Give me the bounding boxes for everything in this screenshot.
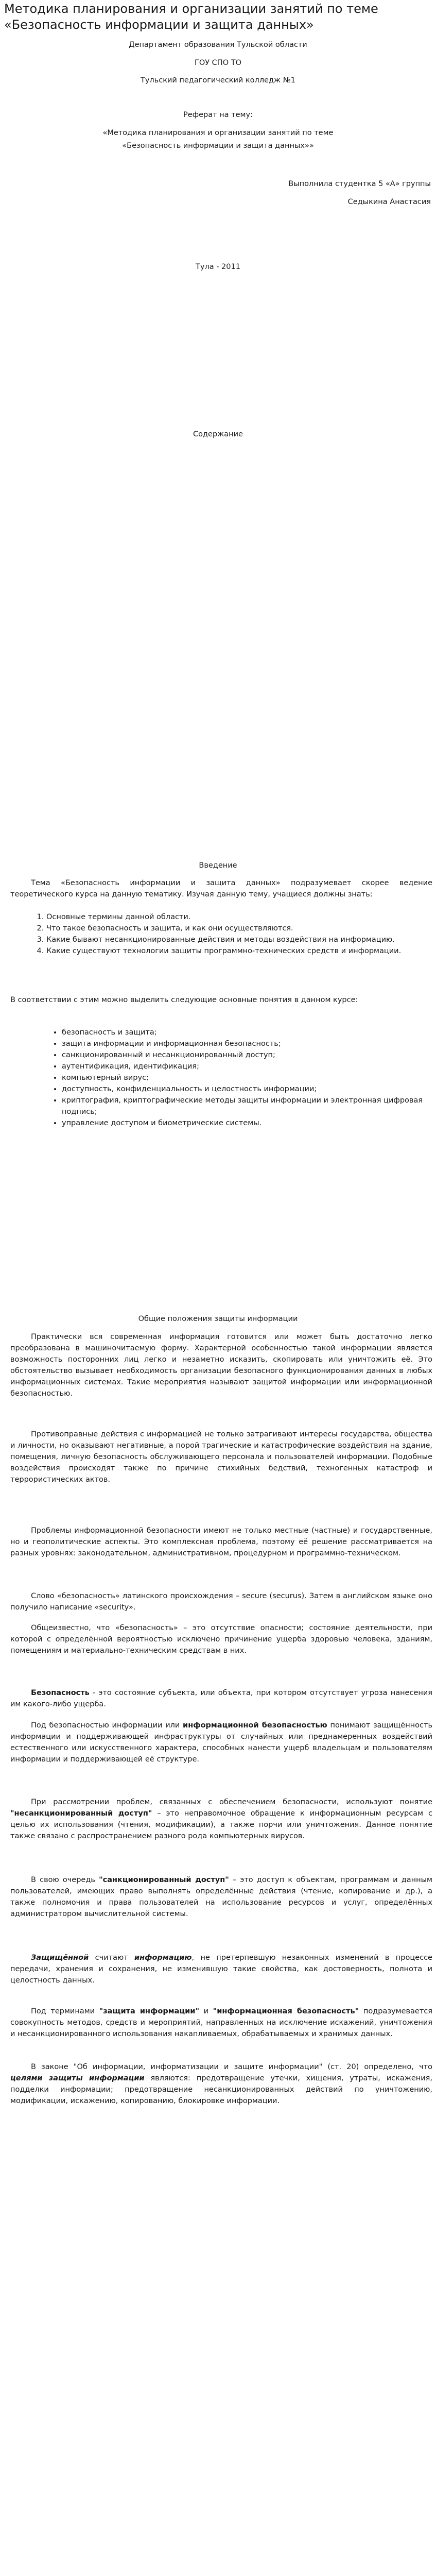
general-paragraph-3: Проблемы информационной безопасности имеют не только местные (частные) и государственные, но и геополитические аспекты. Это комплексная проблема, поэтому её решение рассматривается на разных уровнях: законодательном, административном, процедурном и программно-техническом.: [10, 1527, 432, 1557]
term-information: информацию: [134, 1954, 192, 1962]
general-paragraph-4: Слово «безопасность» латинского происхождения – secure (securus). Затем в английском языке оно получило написание «security».: [10, 1592, 432, 1612]
document-title: Методика планирования и организации занятий по теме «Безопасность информации и защита данных»: [4, 2, 378, 32]
general-paragraph-10: Защищённой считают информацию, не претерпевшую незаконных изменений в процессе передачи, хранения и сохранения, не изменившую такие свойства, как достоверность, полнота и целостность данных.: [10, 1954, 432, 1985]
list-item: • компьютерный вирус;: [62, 1072, 436, 1083]
intro-paragraph-1: Тема «Безопасность информации и защита данных» подразумевает скорее ведение теоретического курса на данную тематику. Изучая данную тему, учащиеся должны знать:: [10, 879, 432, 899]
term-protected: Защищённой: [31, 1954, 89, 1962]
general-paragraph-5: Общеизвестно, что «безопасность» – это отсутствие опасности; состояние деятельности, при которой с определённой вероятностью исключено причинение ущерба здоровью человека, зданиям, помещениям и материально-техническим средствам в них.: [10, 1624, 432, 1655]
intro-paragraph-2: В соответствии с этим можно выделить следующие основные понятия в данном курсе:: [10, 996, 358, 1004]
list-item: • санкционированный и несанкционированный доступ;: [62, 1049, 436, 1061]
general-paragraph-9: В свою очередь "санкционированный доступ" – это доступ к объектам, программам и данным пользователей, имеющих право выполнять определённые действия (чтение, копирование и др.), а также полномочия и права пользователей на использование ресурсов и услуг, определённых администратором вычислительной системы.: [10, 1876, 432, 1918]
institution-name: Тульский педагогический колледж №1: [140, 76, 296, 84]
general-paragraph-12: В законе "Об информации, информатизации и защите информации" (ст. 20) определено, что целями защиты информации являются: предотвращение утечки, хищения, утраты, искажения, подделки информации; предотвращение несанкционированных действий по уничтожению, модификации, искажению, копированию, блокировке информации.: [10, 2063, 432, 2105]
list-item: • аутентификация, идентификация;: [62, 1061, 436, 1072]
topic-line-1: «Методика планирования и организации занятий по теме: [102, 129, 334, 137]
author-line-1: Выполнила студентка 5 «А» группы: [288, 180, 431, 188]
list-item: • криптография, криптографические методы защиты информации и электронная цифровая подпись;: [62, 1095, 436, 1117]
list-item: 1. Основные термины данной области.: [46, 911, 436, 923]
general-paragraph-8: При рассмотрении проблем, связанных с обеспечением безопасности, используют понятие "несанкционированный доступ" – это неправомочное обращение к информационным ресурсам с целью их использования (чтения, модификации), а также порчи или уничтожения. Данное понятие также связано с распространением разного рода компьютерных вирусов.: [10, 1798, 432, 1840]
author-line-2: Седыкина Анастасия: [347, 198, 431, 206]
report-on-label: Реферат на тему:: [183, 111, 253, 119]
term-protection-goals: целями защиты информации: [10, 2074, 145, 2082]
institution-short: ГОУ СПО ТО: [194, 59, 242, 67]
city-year: Тула - 2011: [196, 263, 240, 271]
list-item: • управление доступом и биометрические системы.: [62, 1117, 436, 1129]
term-unauthorized-access: "несанкционированный доступ": [10, 1809, 152, 1818]
general-paragraph-11: Под терминами "защита информации" и "информационная безопасность" подразумевается совокупность методов, средств и мероприятий, направленных на исключение искажений, уничтожения и несанкционированного использования накапливаемых, обрабатываемых и хранимых данных.: [10, 2007, 432, 2038]
term-authorized-access: "санкционированный доступ": [99, 1876, 229, 1884]
general-paragraph-7: Под безопасностью информации или информационной безопасностью понимают защищённость информации и поддерживающей инфраструктуры от случайных или преднамеренных воздействий естественного или искусственного характера, способных нанести ущерб владельцам и пользователям информации и поддерживающей её структуре.: [10, 1721, 432, 1764]
intro-heading: Введение: [199, 861, 237, 870]
list-item: 4. Какие существуют технологии защиты программно-технических средств и информации.: [46, 945, 436, 957]
list-item: • защита информации и информационная безопасность;: [62, 1038, 436, 1049]
general-paragraph-2: Противоправные действия с информацией не только затрагивают интересы государства, общества и личности, но оказывают негативные, а порой трагические и катастрофические воздействия на здание, помещения, личную безопасность обслуживающего персонала и пользователей информации. Подобные воздействия происходят также по причине стихийных бедствий, техногенных катастроф и террористических актов.: [10, 1430, 432, 1484]
contents-heading: Содержание: [193, 430, 243, 438]
list-item: 2. Что такое безопасность и защита, и как они осуществляются.: [46, 923, 436, 934]
term-information-security: информационной безопасностью: [183, 1721, 327, 1730]
intro-bullet-list: [31, 1027, 436, 1129]
term-information-security-2: "информационная безопасность": [213, 2007, 359, 2015]
intro-numbered-list: [15, 911, 436, 957]
list-item: • доступность, конфиденциальность и целостность информации;: [62, 1083, 436, 1095]
list-item: • безопасность и защита;: [62, 1027, 436, 1038]
topic-line-2: «Безопасность информации и защита данных»»: [122, 142, 314, 150]
department-line: Департамент образования Тульской области: [129, 41, 307, 49]
term-security: Безопасность: [31, 1689, 90, 1697]
term-information-protection: "защита информации": [99, 2007, 200, 2015]
general-heading: Общие положения защиты информации: [138, 1315, 298, 1323]
general-paragraph-6: Безопасность - это состояние субъекта, или объекта, при котором отсутствует угроза нанесения им какого-либо ущерба.: [10, 1689, 432, 1708]
general-paragraph-1: Практически вся современная информация готовится или может быть достаточно легко преобразована в машиночитаемую форму. Характерной особенностью такой информации является возможность посторонних лиц легко и незаметно исказить, скопировать или уничтожить её. Это обстоятельство вызывает необходимость организации безопасного функционирования данных в любых информационных системах. Такие мероприятия называют защитой информации или информационной безопасностью.: [10, 1333, 432, 1398]
list-item: 3. Какие бывают несанкционированные действия и методы воздействия на информацию.: [46, 934, 436, 945]
